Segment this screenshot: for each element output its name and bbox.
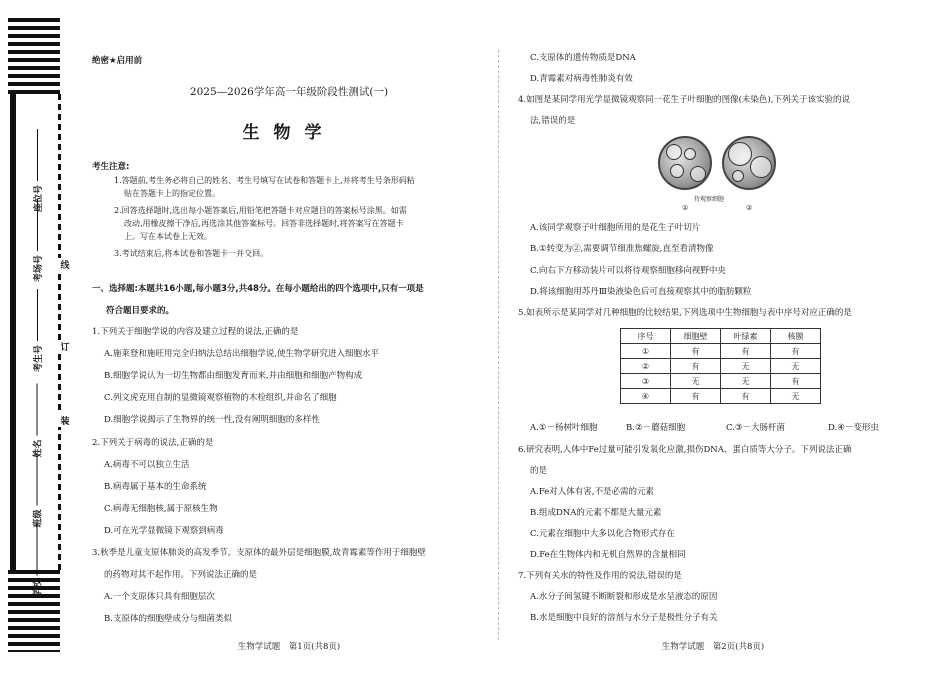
micrograph-caption: 待观察细胞: [694, 196, 725, 203]
notice-item: 1.答题前,考生务必将自己的姓名、考生号填写在试卷和答题卡上,并将考生号条形码粘: [114, 176, 415, 185]
confidential-label: 绝密★启用前: [92, 56, 143, 66]
micrograph-label-1: ①: [682, 204, 689, 212]
table-header-cell: 细胞壁: [671, 329, 721, 344]
page-1: [90, 0, 488, 688]
exam-title: 2025—2026学年高一年级阶段性测试(一): [189, 86, 389, 98]
question-2-stem: 2.下列关于病毒的说法,正确的是: [92, 438, 214, 448]
column-divider: [498, 50, 499, 640]
field-label: 姓名: [33, 438, 44, 458]
cut-mark-staple: 订: [58, 340, 72, 353]
question-5-option-c: C.③－大肠杆菌: [726, 423, 786, 433]
notice-item: 上。写在本试卷上无效。: [124, 232, 212, 241]
table-cell: ①: [621, 344, 671, 359]
question-5-option-d: D.④－变形虫: [828, 423, 879, 433]
question-3-option-a: A.一个支原体只具有细胞层次: [104, 592, 215, 602]
table-cell: 无: [671, 374, 721, 389]
field-label: 学校: [33, 578, 44, 598]
table-cell: 无: [771, 359, 821, 374]
question-1-option-d: D.细胞学说揭示了生物界的统一性,没有阐明细胞的多样性: [104, 415, 320, 425]
question-2-option-c: C.病毒无细胞核,属于原核生物: [104, 504, 218, 514]
question-3-option-d: D.青霉素对病毒性肺炎有效: [530, 74, 633, 84]
page-2: [512, 0, 914, 688]
table-cell: 有: [671, 389, 721, 404]
table-header-cell: 叶绿素: [721, 329, 771, 344]
cut-mark-bind: 装: [58, 414, 72, 427]
notice-item: 贴在答题卡上的指定位置。: [124, 189, 220, 198]
field-label: 考场号: [33, 254, 44, 282]
table-cell: 有: [771, 374, 821, 389]
table-cell: ③: [621, 374, 671, 389]
comparison-table: [620, 328, 821, 404]
field-seat-number[interactable]: [0, 140, 74, 212]
notice-item: 3.考试结束后,将本试卷和答题卡一并交回。: [114, 249, 269, 258]
question-1-option-c: C.列文虎克用自制的显微镜观察植物的木栓组织,并命名了细胞: [104, 393, 337, 403]
question-4-option-a: A.该同学观察子叶细胞所用的是花生子叶切片: [530, 223, 701, 233]
section-heading: 一、选择题:本题共16小题,每小题3分,共48分。在每小题给出的四个选项中,只有一项是: [92, 284, 424, 294]
question-4-option-d: D.将该细胞用苏丹Ⅲ染液染色后可直接观察其中的脂肪颗粒: [530, 287, 752, 297]
notice-item: 改动,用橡皮擦干净后,再选涂其他答案标号。回答非选择题时,将答案写在答题卡: [124, 219, 404, 228]
table-cell: 有: [771, 344, 821, 359]
question-3-stem: 3.秋季是儿童支原体肺炎的高发季节。支原体的最外层是细胞膜,故青霉素等作用于细胞壁: [92, 548, 426, 558]
question-5-stem: 5.如表所示是某同学对几种细胞的比较结果,下列选项中生物细胞与表中序号对应正确的是: [518, 308, 852, 318]
field-class[interactable]: [0, 460, 74, 528]
table-header-row: [621, 329, 821, 344]
question-3-option-c: C.支原体的遗传物质是DNA: [530, 53, 636, 63]
binding-stripes-top: [8, 18, 60, 94]
question-2-option-d: D.可在光学显微镜下观察到病毒: [104, 526, 224, 536]
table-cell: 无: [721, 374, 771, 389]
table-row: [621, 344, 821, 359]
question-2-option-a: A.病毒不可以独立生活: [104, 460, 190, 470]
question-5-option-b: B.②－蘑菇细胞: [626, 423, 686, 433]
subject-title: 生物学: [242, 123, 336, 143]
table-cell: 有: [671, 359, 721, 374]
question-1-option-b: B.细胞学说认为一切生物都由细胞发育而来,并由细胞和细胞产物构成: [104, 371, 363, 381]
question-6-option-d: D.Fe在生物体内和无机自然界的含量相同: [530, 550, 686, 560]
question-4-option-b: B.①转变为②,需要调节细准焦螺旋,直至看清物像: [530, 244, 714, 254]
table-cell: 有: [721, 389, 771, 404]
notice-item: 2.回答选择题时,选出每小题答案后,用铅笔把答题卡对应题目的答案标号涂黑。如需: [114, 206, 407, 215]
table-row: [621, 389, 821, 404]
field-label: 班级: [33, 508, 44, 528]
question-7-option-b: B.水是细胞中良好的溶剂与水分子是极性分子有关: [530, 613, 718, 623]
question-6-stem: 6.研究表明,人体中Fe过量可能引发氧化应激,损伤DNA、蛋白质等大分子。下列说法正确: [518, 445, 852, 455]
field-school[interactable]: [0, 530, 74, 598]
table-header-cell: 核膜: [771, 329, 821, 344]
question-6-stem-cont: 的是: [530, 466, 548, 476]
question-4-stem-cont: 法,错误的是: [530, 116, 576, 126]
question-3-option-b: B.支原体的细胞壁成分与细菌类似: [104, 614, 232, 624]
question-3-stem-cont: 的药物对其不起作用。下列说法正确的是: [104, 570, 258, 580]
section-heading-cont: 符合题目要求的。: [106, 306, 175, 316]
question-4-option-c: C.向右下方移动装片可以将待观察细胞移向视野中央: [530, 266, 726, 276]
table-cell: 有: [721, 344, 771, 359]
table-cell: 无: [721, 359, 771, 374]
cut-mark-line: 线: [58, 258, 72, 271]
table-row: [621, 359, 821, 374]
question-5-option-a: A.①－杨树叶细胞: [530, 423, 598, 433]
micrograph-figure: [658, 132, 778, 212]
micrograph-label-2: ②: [746, 204, 753, 212]
table-cell: ②: [621, 359, 671, 374]
question-1-option-a: A.施莱登和施旺用完全归纳法总结出细胞学说,使生物学研究进入细胞水平: [104, 349, 380, 359]
table-cell: ④: [621, 389, 671, 404]
binding-margin: [0, 0, 72, 688]
question-6-option-c: C.元素在细胞中大多以化合物形式存在: [530, 529, 675, 539]
page-footer-right: 生物学试题 第2页(共8页): [661, 642, 765, 652]
question-6-option-b: B.组成DNA的元素不都是大量元素: [530, 508, 662, 518]
question-7-stem: 7.下列有关水的特性及作用的说法,错误的是: [518, 571, 682, 581]
table-cell: 有: [671, 344, 721, 359]
table-header-cell: 序号: [621, 329, 671, 344]
table-cell: 无: [771, 389, 821, 404]
micrograph-view-2: [722, 136, 776, 190]
question-2-option-b: B.病毒属于基本的生命系统: [104, 482, 207, 492]
question-4-stem: 4.如图是某同学用光学显微镜观察同一花生子叶细胞的图像(未染色),下列关于该实验的说: [518, 95, 850, 105]
question-1-stem: 1.下列关于细胞学说的内容及建立过程的说法,正确的是: [92, 327, 299, 337]
table-row: [621, 374, 821, 389]
question-7-option-a: A.水分子间氢键不断断裂和形成是水呈液态的原因: [530, 592, 718, 602]
question-6-option-a: A.Fe对人体有害,不是必需的元素: [530, 487, 655, 497]
field-label: 考生号: [33, 344, 44, 372]
field-label: 座位号: [33, 184, 44, 212]
micrograph-view-1: [658, 136, 712, 190]
notice-heading: 考生注意:: [92, 162, 130, 172]
page-footer-left: 生物学试题 第1页(共8页): [237, 642, 341, 652]
